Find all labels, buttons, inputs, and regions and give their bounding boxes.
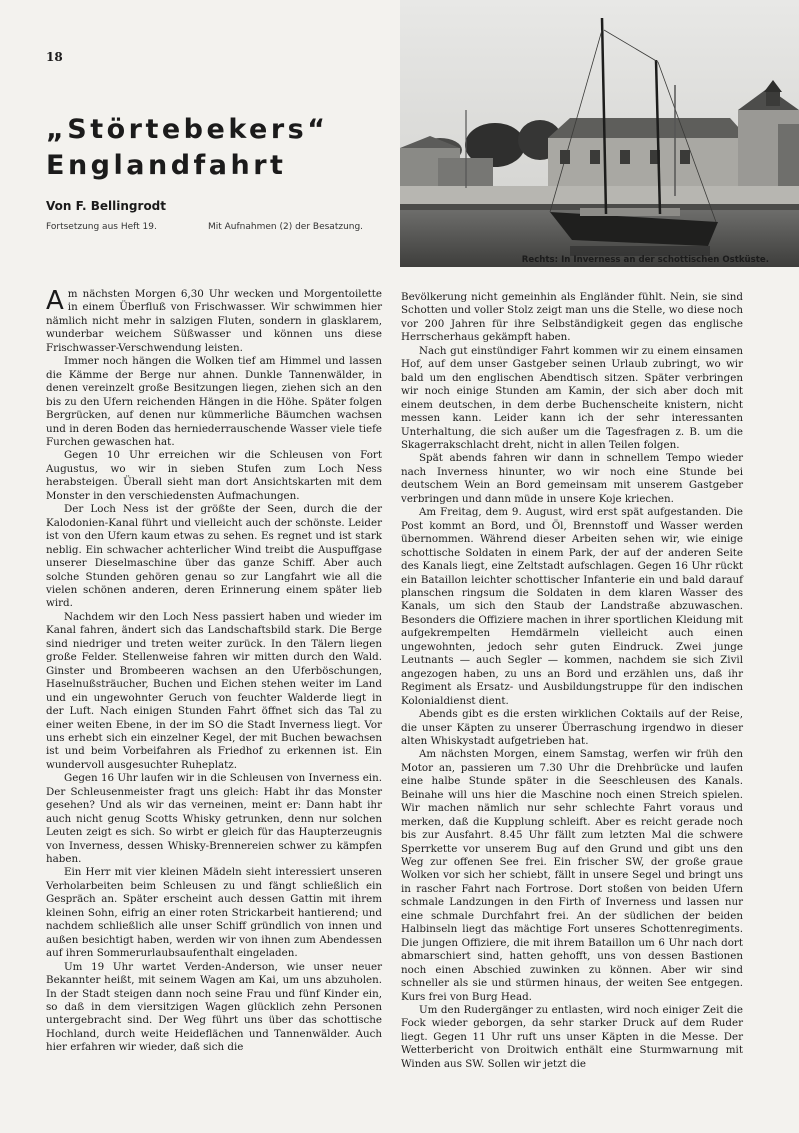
article-title-line2: Englandfahrt (46, 150, 287, 181)
photo-credit: Mit Aufnahmen (2) der Besatzung. (208, 222, 364, 232)
paragraph: Gegen 10 Uhr erreichen wir die Schleusen von Fort Augustus, wo wir in sieben Stufen zum Loch Ness herabsteigen. Überall sieht man dort Ansichtskarten mit dem Monster in den verschiedensten Aufmachungen. (46, 449, 382, 502)
paragraph: Nach gut einstündiger Fahrt kommen wir zu einem einsamen Hof, auf dem unser Gastgeber seinen Urlaub zubringt, wo wir bald um den englischen Abendtisch sitzen. Später verbringen wir noch einige Stunden am Kamin, der sich aber doch mit einem deutschen, in dem derbe Buchenscheite knistern, nicht messen kann. Leider kann ich der sehr interessanten Unterhaltung, die sich außer um die Tagesfragen z. B. um die Skagerrakschlacht dreht, nicht in allen Teilen folgen. (401, 344, 743, 451)
continuation-note: Fortsetzung aus Heft 19. (46, 222, 157, 232)
paragraph (46, 288, 382, 355)
harbor-photo (400, 0, 799, 267)
paragraph: Nachdem wir den Loch Ness passiert haben und wieder im Kanal fahren, ändert sich das Landschaftsbild stark. Die Berge sind niedriger und treten weiter zurück. In den Tälern liegen große Felder. Stellenweise fahren wir mitten durch den Wald. Ginster und Brombeeren wachsen an den Uferböschungen, Haselnußsträucher, Buchen und Eichen stehen weiter im Land und ein ungewohnter Geruch von feuchter Walderde liegt in der Luft. Nach einigen Stunden Fahrt öffnet sich das Tal zu einer weiten Ebene, in der im SO die Stadt Inverness liegt. Vor uns erhebt sich ein einzelner Kegel, der mit Buchen bewachsen ist und beim Vorbeifahren als Friedhof zu erkennen ist. Ein wundervoll ausgesuchter Ruheplatz. (46, 610, 382, 771)
paragraph: Gegen 16 Uhr laufen wir in die Schleusen von Inverness ein. Der Schleusenmeister fragt uns gleich: Habt ihr das Monster gesehen? Und als wir das verneinen, meint er: Dann habt ihr auch nicht genug Scotts Whisky getrunken, denn nur solchen Leuten zeigt es sich. So wirbt er gleich für das Haupterzeugnis von Inverness, dessen Whisky-Brennereien schwer zu kämpfen haben. (46, 772, 382, 866)
paragraph: Am nächsten Morgen, einem Samstag, werfen wir früh den Motor an, passieren um 7.30 Uhr die Drehbrücke und laufen eine halbe Stunde später in die Seeschleusen des Kanals. Beinahe will uns hier die Maschine noch einen Streich spielen. Wir machen nämlich nur sehr schlechte Fahrt voraus und merken, daß die Kupplung schleift. Aber es reicht gerade noch bis zur Ausfahrt. 8.45 Uhr fällt zum letzten Mal die schwere Sperrkette vor unserem Bug auf den Grund und gibt uns den Weg zur offenen See frei. Ein frischer SW, der große graue Wolken vor sich her schiebt, fällt in unsere Segel und bringt uns in rascher Fahrt nach Fortrose. Dort stoßen von beiden Ufern schmale Landzungen in den Firth of Inverness und lassen nur eine schmale Durchfahrt frei. An der südlichen der beiden Halbinseln liegt das mächtige Fort unseres Schottenregiments. Die jungen Offiziere, die mit ihrem Bataillon um 6 Uhr nach dort abmarschiert sind, hatten gehofft, uns von dessen Bastionen noch einen Abschied zuwinken zu können. Aber wir sind schneller als sie und stürmen hinaus, der weiten See entgegen. Kurs frei von Burg Head. (401, 748, 743, 1003)
paragraph: Um 19 Uhr wartet Verden-Anderson, wie unser neuer Bekannter heißt, mit seinem Wagen am Kai, um uns abzuholen. In der Stadt steigen dann noch seine Frau und fünf Kinder ein, so daß in dem viersitzigen Wagen glücklich zehn Personen untergebracht sind. Der Weg führt uns über das schottische Hochland, durch weite Heideflächen und Tannenwälder. Auch hier erfahren wir wieder, daß sich die (46, 960, 382, 1054)
article-title (46, 112, 396, 184)
article-title-line1: „Störtebekers“ (46, 114, 329, 145)
paragraph: Am Freitag, dem 9. August, wird erst spät aufgestanden. Die Post kommt an Bord, und Öl, Brennstoff und Wasser werden übernommen. Während dieser Arbeiten sehen wir, wie einige schottische Soldaten in einem Park, der auf der anderen Seite des Kanals liegt, eine Zeltstadt aufschlagen. Gegen 16 Uhr rückt ein Bataillon leichter schottischer Infanterie ein und bald darauf planschen ringsum die Soldaten in dem klaren Wasser des Kanals, um sich den Staub der Landstraße abzuwaschen. Besonders die Offiziere machen in ihrer sportlichen Kleidung mit aufgekrempelten Hemdärmeln vielleicht auch einen ungewohnten, jedoch sehr guten Eindruck. Zwei junge Leutnants — auch Segler — kommen, nachdem sie sich Zivil angezogen haben, zu uns an Bord und erzählen uns, daß ihr Regiment als Ersatz- und Ausbildungstruppe für den indischen Kolonialdienst dient. (401, 506, 743, 707)
paragraph: Der Loch Ness ist der größte der Seen, durch die der Kalodonien-Kanal führt und vielleicht auch der schönste. Leider ist von den Ufern kaum etwas zu sehen. Es regnet und ist stark neblig. Ein schwacher achterlicher Wind treibt die Auspuffgase unserer Dieselmaschine über das ganze Schiff. Aber auch solche Stunden gehören genau so zur Langfahrt wie all die vielen schönen anderen, deren Erinnerung einem später lieb wird. (46, 503, 382, 610)
text-column-left (46, 288, 382, 1055)
paragraph: Immer noch hängen die Wolken tief am Himmel und lassen die Kämme der Berge nur ahnen. Dunkle Tannenwälder, in denen vereinzelt große Besitzungen liegen, ziehen sich an den bis zu den Ufern reichenden Hängen in die Höhe. Später folgen Bergrücken, auf denen nur kümmerliche Bäumchen wachsen und in deren Boden das herniederrauschende Wasser viele tiefe Furchen gewaschen hat. (46, 355, 382, 448)
paragraph: Ein Herr mit vier kleinen Mädeln sieht interessiert unseren Verholarbeiten beim Schleusen zu und fängt schließlich ein Gespräch an. Später erscheint auch dessen Gattin mit ihrem kleinen Sohn, eifrig an einer roten Strickarbeit hantierend; und nachdem schließlich alle unser Schiff gründlich von innen und außen besichtigt haben, werden wir von ihnen zum Abendessen auf ihren Sommerurlaubsaufenthalt eingeladen. (46, 866, 382, 960)
author-byline: Von F. Bellingrodt (46, 199, 167, 213)
paragraph: Um den Rudergänger zu entlasten, wird noch einiger Zeit die Fock wieder geborgen, da sehr starker Druck auf dem Ruder liegt. Gegen 11 Uhr ruft uns unser Käpten in die Messe. Der Wetterbericht von Droitwich enthält eine Sturmwarnung mit Winden aus SW. Sollen wir jetzt die (401, 1004, 743, 1070)
drop-cap: A (46, 286, 64, 316)
text-column-right (401, 291, 743, 1071)
paragraph: Spät abends fahren wir dann in schnellem Tempo wieder nach Inverness hinunter, wo wir noch eine Stunde bei deutschem Wein an Bord gemeinsam mit unserem Gastgeber verbringen und dann müde in unsere Koje kriechen. (401, 452, 743, 505)
paragraph-text: m nächsten Morgen 6,30 Uhr wecken und Morgentoilette in einem Überfluß von Frischwasser. Wir schwimmen hier nämlich nicht mehr in salzigen Fluten, sondern in glasklarem, wunderbar weichem Süßwasser und können uns diese Frischwasser-Verschwendung leisten. (46, 288, 382, 354)
photo-caption: Rechts: In Inverness an der schottischen Ostküste. (521, 255, 769, 265)
sailboat-harbor-image (400, 0, 799, 267)
page-number: 18 (46, 50, 63, 64)
paragraph: Bevölkerung nicht gemeinhin als Engländer fühlt. Nein, sie sind Schotten und voller Stolz zeigt man uns die Stelle, wo diese noch vor 200 Jahren für ihre Selbständigkeit gegen das englische Herrscherhaus gekämpft haben. (401, 291, 743, 344)
paragraph: Abends gibt es die ersten wirklichen Coktails auf der Reise, die unser Käpten zu unserer Überraschung irgendwo in dieser alten Whiskystadt aufgetrieben hat. (401, 708, 743, 747)
